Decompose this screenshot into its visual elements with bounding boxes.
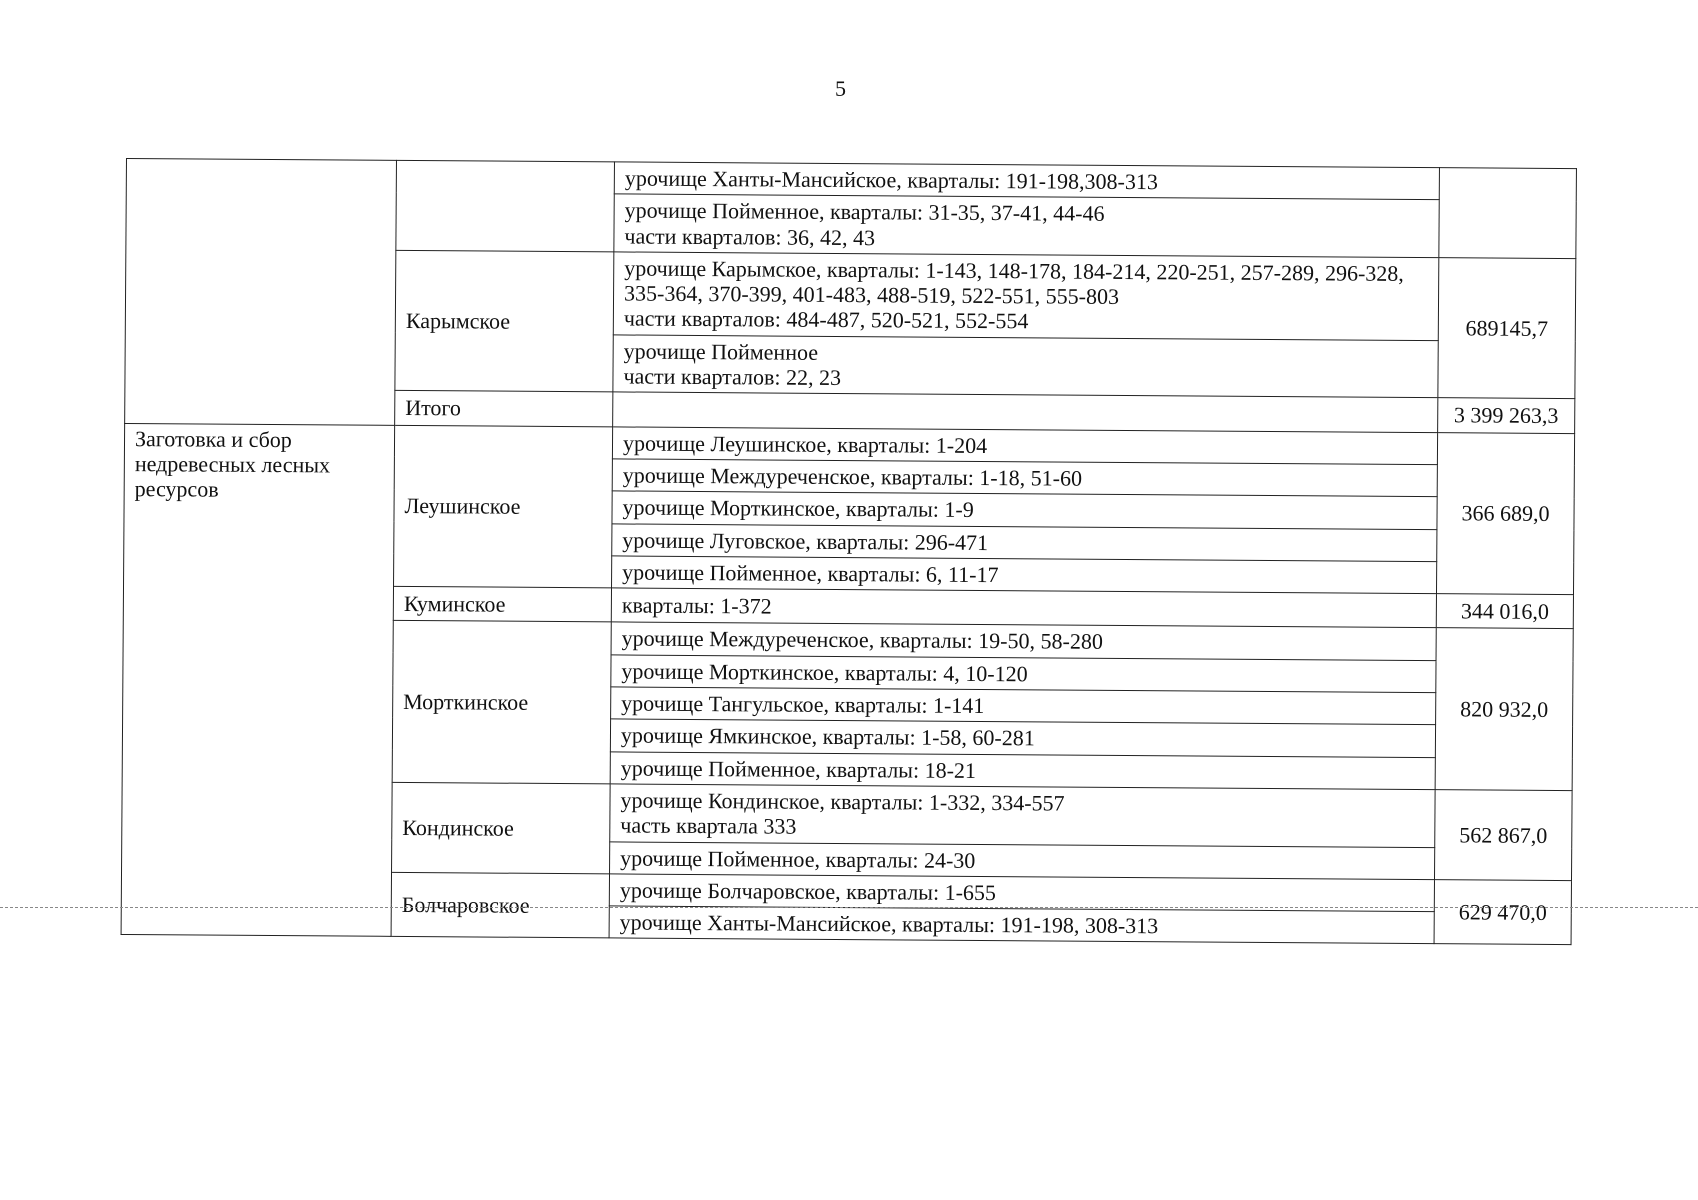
scan-artifact-line xyxy=(0,907,1698,908)
area-total-leushinskoe: 366 689,0 xyxy=(1436,432,1574,594)
location-cell: урочище Междуреченское, кварталы: 19-50, 58-280 xyxy=(611,622,1436,660)
activity-cell: Заготовка и сбор недревесных лесных ресурсов xyxy=(121,423,395,937)
location-cell: урочище Пойменное, кварталы: 31-35, 37-41, 44-46 части кварталов: 36, 42, 43 xyxy=(614,194,1439,257)
location-cell: урочище Пойменное, кварталы: 6, 11-17 xyxy=(612,556,1437,594)
location-cell: урочище Леушинское, кварталы: 1-204 xyxy=(612,427,1437,465)
table-row xyxy=(126,159,1576,201)
forest-areas-table xyxy=(121,158,1577,946)
activity-cell-continued xyxy=(125,159,397,426)
itogo-total: 3 399 263,3 xyxy=(1438,398,1575,433)
location-cell: урочище Пойменное, кварталы: 24-30 xyxy=(610,841,1435,879)
location-cell: урочище Луговское, кварталы: 296-471 xyxy=(612,523,1437,561)
location-cell: урочище Морткинское, кварталы: 4, 10-120 xyxy=(611,655,1436,693)
total-cell-continued xyxy=(1439,168,1577,259)
location-cell: урочище Пойменное, кварталы: 18-21 xyxy=(610,752,1435,790)
area-name-bolcharovskoe: Болчаровское xyxy=(391,872,609,938)
location-cell: урочище Морткинское, кварталы: 1-9 xyxy=(612,491,1437,529)
location-cell: урочище Болчаровское, кварталы: 1-655 xyxy=(609,874,1434,912)
itogo-empty-cell xyxy=(613,392,1438,432)
area-name-mortkinskoe: Морткинское xyxy=(392,621,611,784)
area-total-bolcharovskoe: 629 470,0 xyxy=(1434,879,1571,945)
location-cell: урочище Карымское, кварталы: 1-143, 148-178, 184-214, 220-251, 257-289, 296-328, 335-364, 370-399, 401-483, 488-519, 522-551, 555-803 части кварталов: 484-487, 520-521, 552-554 xyxy=(613,252,1439,341)
area-total-mortkinskoe: 820 932,0 xyxy=(1435,628,1573,790)
location-cell: кварталы: 1-372 xyxy=(611,588,1436,628)
area-total-kondinskoe: 562 867,0 xyxy=(1434,790,1572,881)
location-cell: урочище Кондинское, кварталы: 1-332, 334-557 часть квартала 333 xyxy=(610,784,1435,847)
page-number: 5 xyxy=(835,76,846,101)
location-cell: урочище Тангульское, кварталы: 1-141 xyxy=(611,687,1436,725)
area-name-kondinskoe: Кондинское xyxy=(392,782,611,873)
area-name-leushinskoe: Леушинское xyxy=(394,425,613,588)
location-cell: урочище Ханты-Мансийское, кварталы: 191-198, 308-313 xyxy=(609,906,1434,944)
area-total-karymskoe: 689145,7 xyxy=(1438,258,1576,399)
location-cell: урочище Пойменное части кварталов: 22, 23 xyxy=(613,335,1438,398)
area-name-karymskoe: Карымское xyxy=(395,250,614,392)
location-cell: урочище Ямкинское, кварталы: 1-58, 60-281 xyxy=(610,719,1435,757)
area-cell-continued xyxy=(396,160,615,251)
location-cell: урочище Ханты-Мансийское, кварталы: 191-198,308-313 xyxy=(614,162,1439,200)
itogo-label: Итого xyxy=(395,391,613,427)
location-cell: урочище Междуреченское, кварталы: 1-18, 51-60 xyxy=(612,459,1437,497)
area-total-kuminskoe: 344 016,0 xyxy=(1436,594,1573,629)
area-name-kuminskoe: Куминское xyxy=(393,587,611,623)
